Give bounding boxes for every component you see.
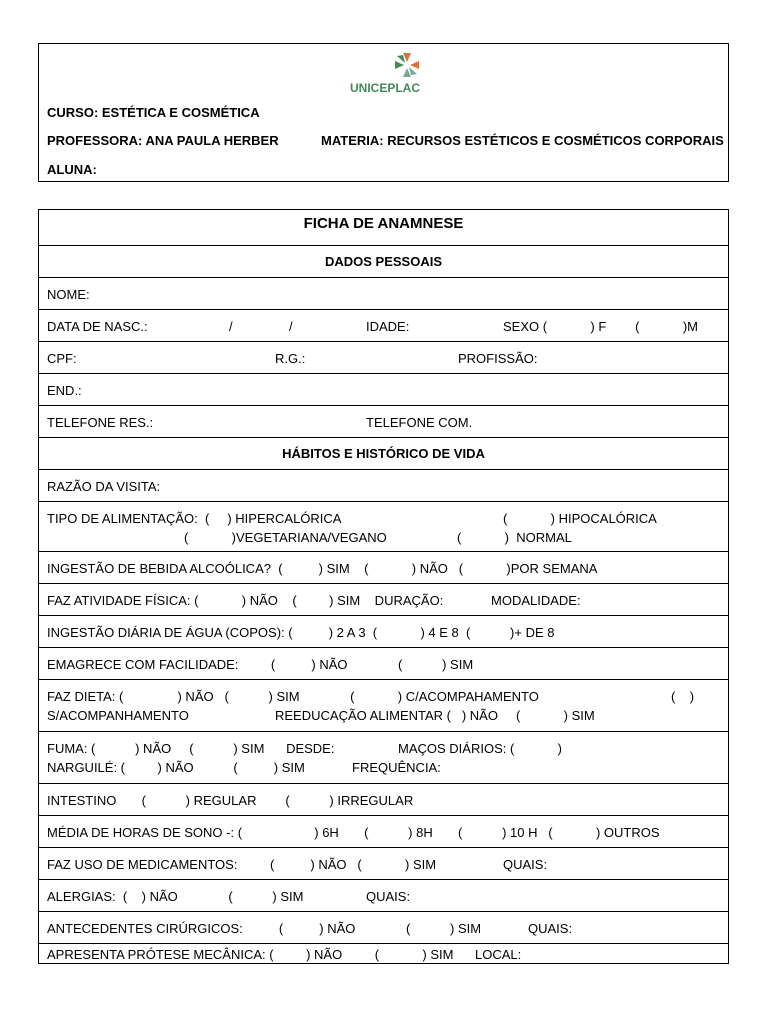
row-alergias[interactable] — [39, 879, 728, 911]
date-separator: / — [289, 319, 293, 334]
section-title: HÁBITOS E HISTÓRICO DE VIDA — [282, 446, 485, 461]
sono-line: MÉDIA DE HORAS DE SONO -: ( ) 6H ( ) 8H ( ) 10 H ( ) OUTROS — [47, 825, 660, 840]
profissao-label: PROFISSÃO: — [458, 351, 538, 366]
row-documentos[interactable] — [39, 341, 728, 373]
reeducacao-option: REEDUCAÇÃO ALIMENTAR ( ) NÃO ( ) SIM — [275, 708, 595, 723]
atividade-line: FAZ ATIVIDADE FÍSICA: ( ) NÃO ( ) SIM DURAÇÃO: — [47, 593, 444, 608]
frequencia-label: FREQUÊNCIA: — [352, 760, 441, 775]
row-cirurgicos[interactable] — [39, 911, 728, 943]
alimentacao-line1: TIPO DE ALIMENTAÇÃO: ( ) HIPERCALÓRICA — [47, 511, 342, 526]
data-nasc-label: DATA DE NASC.: — [47, 319, 148, 334]
row-atividade[interactable] — [39, 583, 728, 615]
hipocalorica-option: ( ) HIPOCALÓRICA — [503, 511, 657, 526]
row-data-nasc[interactable] — [39, 309, 728, 341]
section-dados-pessoais — [39, 245, 728, 277]
dieta-line1: FAZ DIETA: ( ) NÃO ( ) SIM ( ) C/ACOMPAHAMENTO — [47, 689, 539, 704]
narguile-line: NARGUILÉ: ( ) NÃO ( ) SIM — [47, 760, 305, 775]
row-endereco[interactable] — [39, 373, 728, 405]
medicamentos-line: FAZ USO DE MEDICAMENTOS: ( ) NÃO ( ) SIM — [47, 857, 437, 872]
row-emagrece[interactable] — [39, 647, 728, 679]
alergias-line: ALERGIAS: ( ) NÃO ( ) SIM — [47, 889, 304, 904]
section-title: DADOS PESSOAIS — [324, 254, 443, 269]
row-bebida[interactable] — [39, 551, 728, 583]
tel-com-label: TELEFONE COM. — [366, 415, 473, 430]
cirurgicos-quais-label: QUAIS: — [528, 921, 573, 936]
idade-label: IDADE: — [366, 319, 410, 334]
anamnese-form — [38, 209, 729, 964]
fuma-line1: FUMA: ( ) NÃO ( ) SIM DESDE: — [47, 741, 335, 756]
rg-label: R.G.: — [275, 351, 306, 366]
protese-local-label: LOCAL: — [475, 947, 522, 962]
alergias-quais-label: QUAIS: — [366, 889, 411, 904]
row-alimentacao[interactable] — [39, 501, 728, 551]
materia-label: MATERIA: RECURSOS ESTÉTICOS E COSMÉTICOS CORPORAIS — [321, 133, 724, 148]
intestino-line: INTESTINO ( ) REGULAR ( ) IRREGULAR — [47, 793, 414, 808]
professora-label: PROFESSORA: ANA PAULA HERBER — [47, 133, 279, 148]
row-agua[interactable] — [39, 615, 728, 647]
aluna-label: ALUNA: — [47, 162, 97, 177]
vegetariana-option: ( )VEGETARIANA/VEGANO — [184, 530, 387, 545]
macos-option: MAÇOS DIÁRIOS: ( ) — [398, 741, 562, 756]
row-dieta[interactable] — [39, 679, 728, 731]
razao-label: RAZÃO DA VISITA: — [47, 479, 161, 494]
row-sono[interactable] — [39, 815, 728, 847]
cirurgicos-line: ANTECEDENTES CIRÚRGICOS: ( ) NÃO ( ) SIM — [47, 921, 482, 936]
row-protese[interactable] — [39, 943, 728, 965]
sexo-options: SEXO ( ) F ( )M — [503, 319, 699, 334]
row-fuma[interactable] — [39, 731, 728, 783]
row-intestino[interactable] — [39, 783, 728, 815]
nome-label: NOME: — [47, 287, 90, 302]
end-label: END.: — [47, 383, 82, 398]
tel-res-label: TELEFONE RES.: — [47, 415, 154, 430]
curso-label: CURSO: ESTÉTICA E COSMÉTICA — [47, 105, 260, 120]
agua-line: INGESTÃO DIÁRIA DE ÁGUA (COPOS): ( ) 2 A 3 ( ) 4 E 8 ( )+ DE 8 — [47, 625, 555, 640]
bebida-line: INGESTÃO DE BEBIDA ALCOÓLICA? ( ) SIM ( ) NÃO ( )POR SEMANA — [47, 561, 598, 576]
section-habitos — [39, 437, 728, 469]
header-box — [38, 43, 729, 182]
row-medicamentos[interactable] — [39, 847, 728, 879]
medicamentos-quais-label: QUAIS: — [503, 857, 548, 872]
modalidade-label: MODALIDADE: — [491, 593, 581, 608]
form-title-row — [39, 210, 728, 246]
dieta-option: ( ) — [671, 689, 695, 704]
row-telefones[interactable] — [39, 405, 728, 437]
row-razao[interactable] — [39, 469, 728, 501]
row-nome[interactable] — [39, 277, 728, 309]
emagrece-line: EMAGRECE COM FACILIDADE: ( ) NÃO ( ) SIM — [47, 657, 474, 672]
date-separator: / — [229, 319, 233, 334]
logo-text: UNICEPLAC — [350, 81, 421, 95]
dieta-line2: S/ACOMPANHAMENTO — [47, 708, 189, 723]
protese-line: APRESENTA PRÓTESE MECÂNICA: ( ) NÃO ( ) SIM — [47, 947, 454, 962]
cpf-label: CPF: — [47, 351, 77, 366]
form-title: FICHA DE ANAMNESE — [303, 215, 464, 232]
normal-option: ( ) NORMAL — [457, 530, 572, 545]
